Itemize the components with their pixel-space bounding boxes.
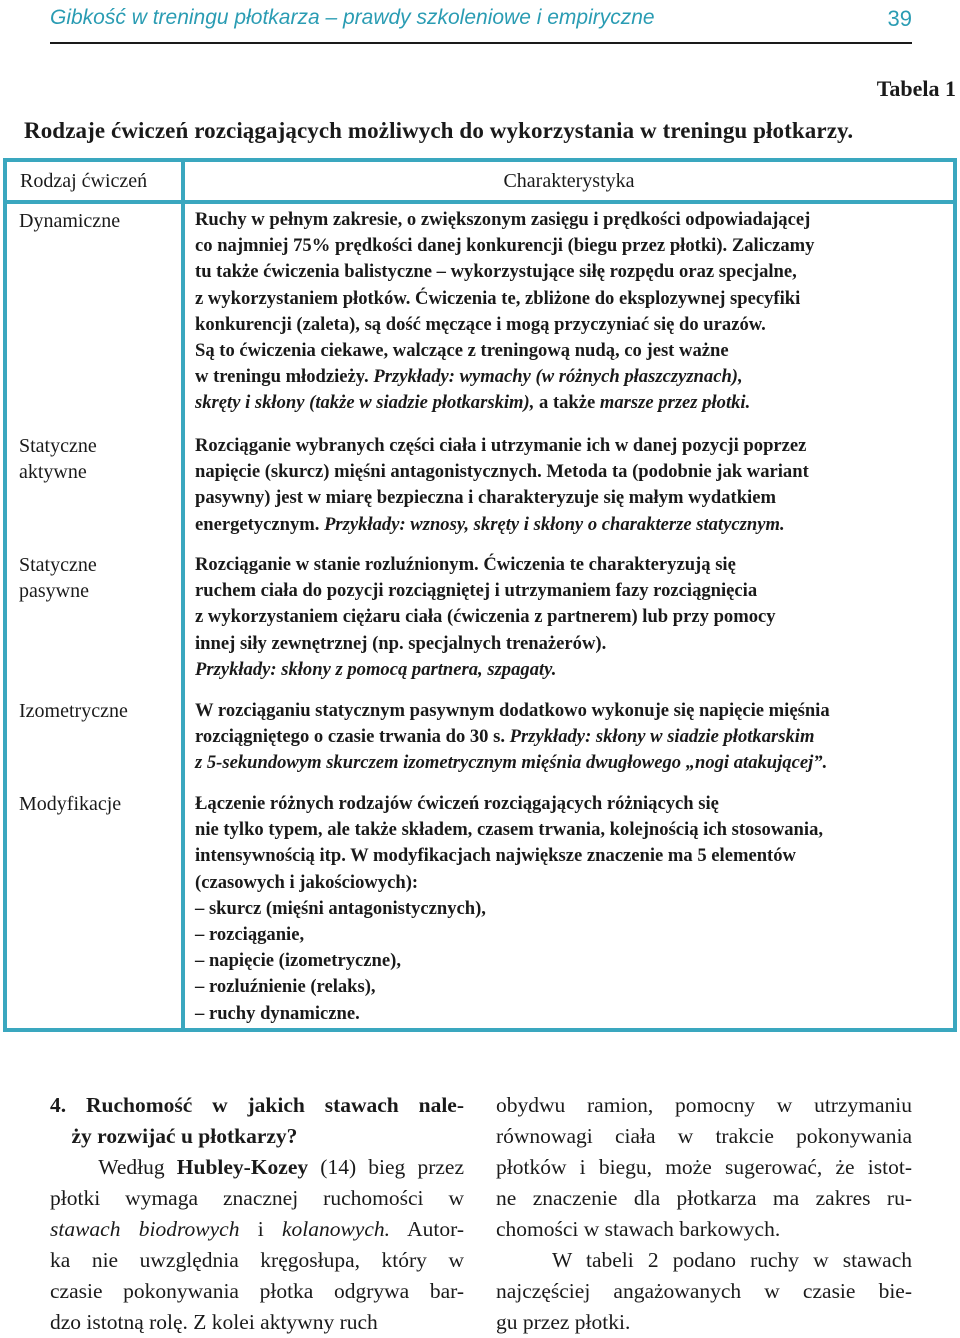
type-label-line: aktywne xyxy=(19,461,87,483)
description-line xyxy=(195,791,947,817)
text-span: ka nie uwzględnia kręgosłupa, który w xyxy=(50,1248,464,1272)
paragraph-line xyxy=(50,1183,464,1214)
text-span: W tabeli 2 podano ruchy w stawach xyxy=(496,1248,912,1272)
description-line xyxy=(195,259,947,285)
italic-text: z 5-sekundowym skurczem izometrycznym mięśnia dwugłowego „nogi atakującej”. xyxy=(195,752,828,774)
description-line xyxy=(195,485,947,511)
italic-text: marsze przez płotki. xyxy=(599,392,751,414)
text-span: płotki wymaga znacznej ruchomości w xyxy=(50,1186,464,1210)
text-span: Są to ćwiczenia ciekawe, walczące z treningową nudą, co jest ważne xyxy=(195,340,729,362)
text-span: dzo istotną rolę. Z kolei aktywny ruch xyxy=(50,1310,378,1334)
type-label-line: Modyfikacje xyxy=(19,793,122,815)
text-span: nie tylko typem, ale także składem, czasem trwania, kolejnością ich stosowania, xyxy=(195,819,824,841)
description-line xyxy=(195,896,947,922)
text-span: napięcie (skurcz) mięśni antagonistycznych. Metoda ta (podobnie jak wariant xyxy=(195,461,809,483)
text-span: czasie pokonywania płotka odgrywa bar- xyxy=(50,1279,464,1303)
table-cell-type xyxy=(19,433,175,485)
description-line xyxy=(195,604,947,630)
text-span: z wykorzystaniem płotków. Ćwiczenia te, zbliżone do eksplozywnej specyfiki xyxy=(195,287,801,309)
text-span: co najmniej 75% prędkości danej konkurencji (biegu przez płotki). Zaliczamy xyxy=(195,235,815,257)
header-divider xyxy=(50,42,912,44)
text-span: ne znaczenie dla płotkarza ma zakres ru- xyxy=(496,1186,912,1210)
type-label-line: Statyczne xyxy=(19,554,97,576)
text-span: Ruchy w pełnym zakresie, o zwiększonym zasięgu i prędkości odpowiadającej xyxy=(195,209,811,230)
description-line xyxy=(195,843,947,869)
type-label-line: Statyczne xyxy=(19,435,97,457)
text-span: i xyxy=(239,1217,282,1241)
paragraph-line xyxy=(496,1121,912,1152)
text-span: równowagi ciała w trakcie pokonywania xyxy=(496,1124,912,1148)
paragraph-line xyxy=(496,1090,912,1121)
table-cell-type xyxy=(19,552,175,604)
table-cell-type xyxy=(19,208,175,234)
bold-text: 4. Ruchomość w jakich stawach nale- xyxy=(50,1093,464,1117)
description-line xyxy=(195,750,947,776)
paragraph-line xyxy=(496,1245,912,1276)
table-header-type: Rodzaj ćwiczeń xyxy=(20,170,148,192)
text-span: konkurencji (zaleta), są dość męczące i mogą przyczyniać się do urazów. xyxy=(195,313,766,335)
description-line xyxy=(195,312,947,338)
description-line xyxy=(195,578,947,604)
italic-text: skręty i skłony (także w siadzie płotkarskim), xyxy=(195,392,535,414)
description-line xyxy=(195,552,947,578)
text-span: najczęściej angażowanych w czasie bie- xyxy=(496,1279,912,1303)
table-cell-type xyxy=(19,791,175,817)
page-number: 39 xyxy=(887,6,912,31)
paragraph-line xyxy=(496,1276,912,1307)
paragraph-line xyxy=(50,1121,464,1152)
exercise-table xyxy=(3,158,957,1032)
text-span: a także xyxy=(534,392,600,414)
description-line xyxy=(195,364,947,390)
text-span: tu także ćwiczenia balistyczne – wykorzystujące siłę rozpędu oraz specjalne, xyxy=(195,261,797,283)
italic-text: kolanowych. xyxy=(281,1217,391,1241)
text-span: pasywny) jest w miarę bezpieczna i charakteryzuje się małym wydatkiem xyxy=(195,487,776,509)
description-line xyxy=(195,631,947,657)
text-span: – skurcz (mięśni antagonistycznych), xyxy=(195,897,486,919)
table-header-description: Charakterystyka xyxy=(503,170,635,192)
text-span: W rozciąganiu statycznym pasywnym dodatkowo wykonuje się napięcie mięśnia xyxy=(195,700,830,721)
running-title: Gibkość w treningu płotkarza – prawdy szkoleniowe i empiryczne xyxy=(50,6,655,29)
type-label-line: Dynamiczne xyxy=(19,210,121,232)
paragraph-line xyxy=(496,1183,912,1214)
text-span: innej siły zewnętrznej (np. specjalnych trenażerów). xyxy=(195,632,607,654)
bold-text: Hubley-Kozey xyxy=(176,1155,309,1179)
text-span: z wykorzystaniem ciężaru ciała (ćwiczenia z partnerem) lub przy pomocy xyxy=(195,606,776,628)
bold-text: ży rozwijać u płotkarzy? xyxy=(50,1124,298,1148)
description-line xyxy=(195,433,947,459)
text-span: płotków i biegu, może sugerować, że istot- xyxy=(496,1155,912,1179)
body-column-left xyxy=(50,1090,464,1338)
paragraph-line xyxy=(496,1214,912,1245)
italic-text: Przykłady: skłony z pomocą partnera, szpagaty. xyxy=(195,658,557,680)
text-span: – ruchy dynamiczne. xyxy=(195,1002,360,1024)
table-cell-description xyxy=(195,698,947,777)
description-line xyxy=(195,338,947,364)
table-row-divider xyxy=(7,200,953,204)
description-line xyxy=(195,459,947,485)
text-span: chomości w stawach barkowych. xyxy=(496,1217,781,1241)
description-line xyxy=(195,390,947,416)
description-line xyxy=(195,233,947,259)
text-span: gu przez płotki. xyxy=(496,1310,631,1334)
paragraph-line xyxy=(496,1307,912,1338)
paragraph-line xyxy=(50,1214,464,1245)
text-span: Autor- xyxy=(390,1217,464,1241)
table-cell-description xyxy=(195,207,947,417)
table-cell-description xyxy=(195,552,947,683)
description-line xyxy=(195,724,947,750)
type-label-line: pasywne xyxy=(19,580,89,602)
text-span: (czasowych i jakościowych): xyxy=(195,871,419,893)
text-span: Rozciąganie wybranych części ciała i utrzymanie ich w danej pozycji poprzez xyxy=(195,435,807,456)
text-span: – napięcie (izometryczne), xyxy=(195,950,401,972)
text-span: ruchem ciała do pozycji rozciągniętej i utrzymaniem fazy rozciągnięcia xyxy=(195,580,758,602)
description-line xyxy=(195,817,947,843)
text-span: – rozciąganie, xyxy=(195,924,305,946)
text-span: (14) bieg przez xyxy=(308,1155,465,1179)
text-span: Łączenie różnych rodzajów ćwiczeń rozciągających różniących się xyxy=(195,793,719,814)
description-line xyxy=(195,286,947,312)
table-cell-description xyxy=(195,433,947,538)
type-label-line: Izometryczne xyxy=(19,700,128,722)
italic-text: Przykłady: wznosy, skręty i skłony o charakterze statycznym. xyxy=(324,513,785,535)
text-span: obydwu ramion, pomocny w utrzymaniu xyxy=(496,1093,912,1117)
text-span: Rozciąganie w stanie rozluźnionym. Ćwiczenia te charakteryzują się xyxy=(195,554,736,575)
text-span: w treningu młodzieży. xyxy=(195,366,374,388)
italic-text: Przykłady: wymachy (w różnych płaszczyznach), xyxy=(373,366,743,388)
description-line xyxy=(195,974,947,1000)
italic-text: stawach biodrowych xyxy=(50,1217,240,1241)
paragraph-line xyxy=(50,1245,464,1276)
description-line xyxy=(195,1001,947,1027)
paragraph-line xyxy=(50,1276,464,1307)
text-span: rozciągniętego o czasie trwania do 30 s. xyxy=(195,726,510,748)
paragraph-line xyxy=(50,1090,464,1121)
body-column-right xyxy=(496,1090,912,1338)
table-cell-description xyxy=(195,791,947,1027)
description-line xyxy=(195,870,947,896)
running-head xyxy=(50,6,912,40)
table-cell-type xyxy=(19,698,175,724)
description-line xyxy=(195,922,947,948)
description-line xyxy=(195,948,947,974)
text-span: energetycznym. xyxy=(195,513,325,535)
description-line xyxy=(195,512,947,538)
description-line xyxy=(195,207,947,233)
paragraph-line xyxy=(50,1152,464,1183)
text-span: – rozluźnienie (relaks), xyxy=(195,976,376,998)
paragraph-line xyxy=(50,1307,464,1338)
text-span: intensywnością itp. W modyfikacjach największe znaczenie ma 5 elementów xyxy=(195,845,796,867)
italic-text: Przykłady: skłony w siadzie płotkarskim xyxy=(509,726,815,748)
text-span: Według xyxy=(50,1155,177,1179)
table-caption: Rodzaje ćwiczeń rozciągających możliwych do wykorzystania w treningu płotkarzy. xyxy=(24,118,854,143)
description-line xyxy=(195,657,947,683)
paragraph-line xyxy=(496,1152,912,1183)
description-line xyxy=(195,698,947,724)
table-number: Tabela 1 xyxy=(876,76,956,101)
table-column-divider xyxy=(181,162,185,1028)
